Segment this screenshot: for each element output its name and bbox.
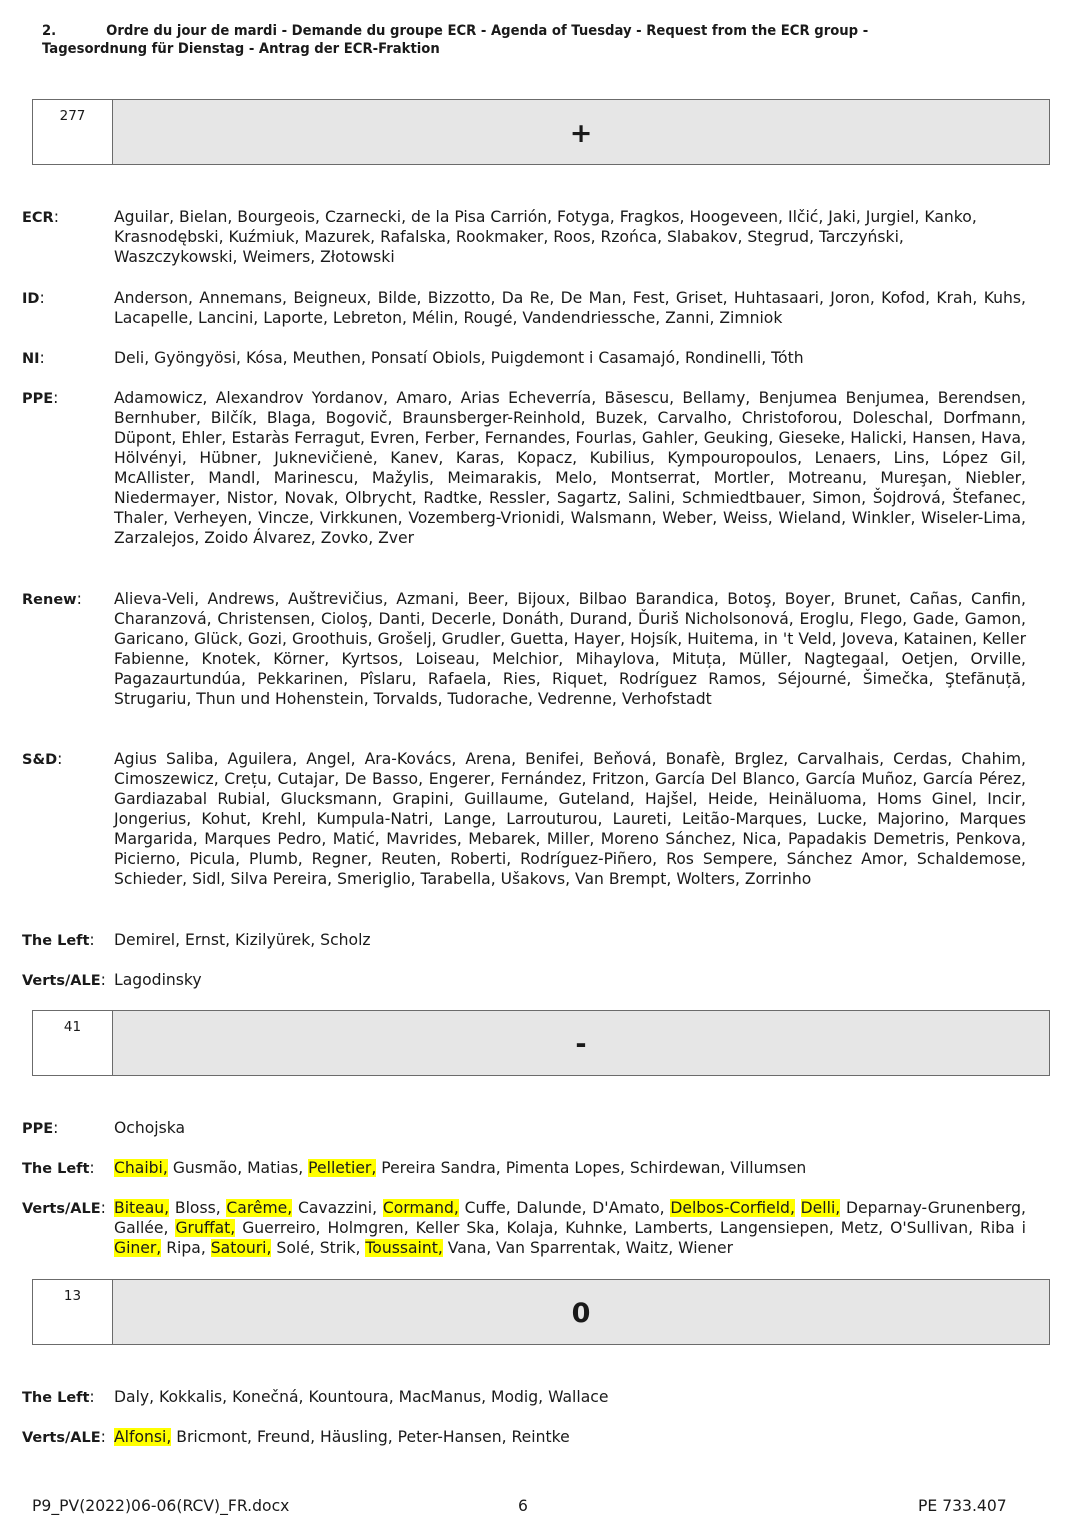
name-text: Ripa,	[161, 1239, 211, 1257]
group-label: NI	[22, 351, 40, 367]
group-label: The Left	[22, 1161, 90, 1177]
group-row: Renew: Alieva-Veli, Andrews, Auštrevičius, Azmani, Beer, Bijoux, Bilbao Barandica, Botoş, Boyer, Brunet, Cañas, Canfin, Charanzová, Christensen, Cioloş, Danti, Decerle, Donáth, Durand, Ďuriš Nicholsonová, Eroglu, Flego, Gade, Gamon, Garicano, Glück, Gozi, Groothuis, Grošelj, Grudler, Guetta, Hayer, Hojsík, Huitema, in 't Veld, Joveva, Katainen, Keller Fabienne, Knotek, Körner, Kyrtsos, Loiseau, Melchior, Mihaylova, Mituța, Müller, Nagtegaal, Oetjen, Orville, Pagazaurtundúa, Pekkarinen, Pîslaru, Rafaela, Ries, Riquet, Rodríguez Ramos, Séjourné, Šimečka, Ştefănuță, Strugariu, Thun und Hohenstein, Torvalds, Tudorache, Vedrenne, Verhofstadt	[22, 590, 1026, 708]
name-text: Cavazzini,	[292, 1199, 383, 1217]
group-names	[114, 1427, 1026, 1448]
group-names: Daly, Kokkalis, Konečná, Kountoura, MacManus, Modig, Wallace	[114, 1388, 609, 1406]
section-heading	[42, 22, 953, 58]
group-names: Aguilar, Bielan, Bourgeois, Czarnecki, de la Pisa Carrión, Fotyga, Fragkos, Hoogeveen, Ilčić, Jaki, Jurgiel, Kanko, Krasnodębski, Kuźmiuk, Mazurek, Rafalska, Rookmaker, Roos, Rzońca, Slabakov, Stegrud, Tarczyński, Waszczykowski, Weimers, Złotowski	[114, 208, 977, 266]
group-names: Agius Saliba, Aguilera, Angel, Ara-Kovács, Arena, Benifei, Beňová, Bonafè, Brglez, Carvalhais, Cerdas, Chahim, Cimoszewicz, Crețu, Cutajar, De Basso, Engerer, Fernández, Fritzon, García Del Blanco, García Muñoz, García Pérez, Gardiazabal Rubial, Glucksmann, Grapini, Guillaume, Guteland, Hajšel, Heide, Heinäluoma, Homs Ginel, Incir, Jongerius, Kohut, Krehl, Kumpula-Natri, Lange, Larrouturou, Laureti, Leitão-Marques, Lucke, Majorino, Marques Margarida, Marques Pedro, Matić, Mavrides, Mebarek, Miller, Moreno Sánchez, Nica, Papadakis Demetris, Penkova, Picierno, Picula, Plumb, Regner, Reuten, Roberti, Rodríguez-Piñero, Ros Sempere, Sánchez Amor, Schaldemose, Schieder, Sidl, Silva Pereira, Smeriglio, Tarabella, Ušakovs, Van Brempt, Wolters, Zorrinho	[114, 750, 1026, 888]
group-label: S&D	[22, 752, 58, 768]
highlighted-name: Delbos-Corfield,	[670, 1199, 795, 1217]
group-row: S&D: Agius Saliba, Aguilera, Angel, Ara-Kovács, Arena, Benifei, Beňová, Bonafè, Brglez, Carvalhais, Cerdas, Chahim, Cimoszewicz, Crețu, Cutajar, De Basso, Engerer, Fernández, Fritzon, García Del Blanco, García Muñoz, García Pérez, Gardiazabal Rubial, Glucksmann, Grapini, Guillaume, Guteland, Hajšel, Heide, Heinäluoma, Homs Ginel, Incir, Jongerius, Kohut, Krehl, Kumpula-Natri, Lange, Larrouturou, Laureti, Leitão-Marques, Lucke, Majorino, Marques Margarida, Marques Pedro, Matić, Mavrides, Mebarek, Miller, Moreno Sánchez, Nica, Papadakis Demetris, Penkova, Picierno, Picula, Plumb, Regner, Reuten, Roberti, Rodríguez-Piñero, Ros Sempere, Sánchez Amor, Schaldemose, Schieder, Sidl, Silva Pereira, Smeriglio, Tarabella, Ušakovs, Van Brempt, Wolters, Zorrinho	[22, 750, 1026, 888]
vote-box-abstention	[32, 1279, 1050, 1345]
name-text: Guerreiro, Holmgren, Keller Ska, Kolaja, Kuhnke, Lamberts, Langensiepen, Metz, O'Sullivan, Riba i	[235, 1219, 1027, 1237]
name-text: Cuffe, Dalunde, D'Amato,	[458, 1199, 671, 1217]
name-text: Gusmão, Matias,	[167, 1159, 309, 1177]
highlighted-name: Toussaint,	[365, 1239, 443, 1257]
group-label: PPE	[22, 1121, 54, 1137]
group-names	[114, 1158, 1026, 1179]
section-title: Ordre du jour de mardi - Demande du groupe ECR - Agenda of Tuesday - Request from the ECR group - Tagesordnung für Dienstag - Antrag der ECR-Fraktion	[42, 23, 869, 57]
highlighted-name: Satouri,	[210, 1239, 272, 1257]
group-names: Alieva-Veli, Andrews, Auštrevičius, Azmani, Beer, Bijoux, Bilbao Barandica, Botoş, Boyer, Brunet, Cañas, Canfin, Charanzová, Christensen, Cioloş, Danti, Decerle, Donáth, Durand, Ďuriš Nicholsonová, Eroglu, Flego, Gade, Gamon, Garicano, Glück, Gozi, Groothuis, Grošelj, Grudler, Guetta, Hayer, Hojsík, Huitema, in 't Veld, Joveva, Katainen, Keller Fabienne, Knotek, Körner, Kyrtsos, Loiseau, Melchior, Mihaylova, Mituța, Müller, Nagtegaal, Oetjen, Orville, Pagazaurtundúa, Pekkarinen, Pîslaru, Rafaela, Ries, Riquet, Rodríguez Ramos, Séjourné, Šimečka, Ştefănuță, Strugariu, Thun und Hohenstein, Torvalds, Tudorache, Vedrenne, Verhofstadt	[114, 590, 1026, 708]
group-row: The Left: Demirel, Ernst, Kizilyürek, Scholz	[22, 930, 1026, 951]
name-text: Solé, Strik,	[271, 1239, 366, 1257]
group-row: Verts/ALE: Lagodinsky	[22, 970, 1026, 991]
group-row: The Left: Daly, Kokkalis, Konečná, Kountoura, MacManus, Modig, Wallace	[22, 1387, 1026, 1408]
footer-filename: P9_PV(2022)06-06(RCV)_FR.docx	[32, 1497, 290, 1515]
vote-count: 41	[33, 1011, 113, 1075]
highlighted-name: Gruffat,	[175, 1219, 236, 1237]
group-label: The Left	[22, 933, 90, 949]
footer-reference: PE 733.407	[918, 1497, 1007, 1515]
group-names: Adamowicz, Alexandrov Yordanov, Amaro, Arias Echeverría, Băsescu, Bellamy, Benjumea Benjumea, Berendsen, Bernhuber, Bilčík, Blaga, Bogovič, Braunsberger-Reinhold, Buzek, Carvalho, Christoforou, Doleschal, Dorfmann, Düpont, Ehler, Estaràs Ferragut, Evren, Ferber, Fernandes, Fourlas, Gahler, Geuking, Gieseke, Halicki, Hansen, Hava, Hölvényi, Hübner, Juknevičienė, Kanev, Karas, Kopacz, Kubilius, Kympouropoulos, Lenaers, Lins, López Gil, McAllister, Mandl, Marinescu, Mažylis, Meimarakis, Melo, Montserrat, Mortler, Motreanu, Mureşan, Niebler, Niedermayer, Nistor, Novak, Olbrycht, Radtke, Ressler, Sagartz, Salini, Schmiedtbauer, Simon, Šojdrová, Štefanec, Thaler, Verheyen, Vincze, Virkkunen, Vozemberg-Vrionidi, Walsmann, Weber, Weiss, Wieland, Winkler, Wiseler-Lima, Zarzalejos, Zoido Álvarez, Zovko, Zver	[114, 389, 1026, 547]
name-text: Deparnay-Grunenberg, Gallée,	[114, 1199, 1026, 1237]
highlighted-name: Giner,	[114, 1239, 162, 1257]
name-text	[795, 1199, 801, 1217]
name-text: Pereira Sandra, Pimenta Lopes, Schirdewan, Villumsen	[376, 1159, 807, 1177]
group-label: ECR	[22, 210, 54, 226]
highlighted-name: Biteau,	[114, 1199, 170, 1217]
group-label: Verts/ALE	[22, 1430, 101, 1446]
highlighted-name: Chaibi,	[114, 1159, 168, 1177]
vote-symbol: -	[113, 1011, 1049, 1075]
name-text: Bricmont, Freund, Häusling, Peter-Hansen, Reintke	[171, 1428, 570, 1446]
name-text: Bloss,	[169, 1199, 227, 1217]
highlighted-name: Carême,	[226, 1199, 293, 1217]
group-names: Deli, Gyöngyösi, Kósa, Meuthen, Ponsatí Obiols, Puigdemont i Casamajó, Rondinelli, Tóth	[114, 349, 804, 367]
group-row: ECR: Aguilar, Bielan, Bourgeois, Czarnecki, de la Pisa Carrión, Fotyga, Fragkos, Hoogeveen, Ilčić, Jaki, Jurgiel, Kanko, Krasnodębski, Kuźmiuk, Mazurek, Rafalska, Rookmaker, Roos, Rzońca, Slabakov, Stegrud, Tarczyński, Waszczykowski, Weimers, Złotowski	[22, 207, 1026, 267]
group-label: Verts/ALE	[22, 973, 101, 989]
group-label: Verts/ALE	[22, 1201, 101, 1217]
group-row: Verts/ALE: Alfonsi, Bricmont, Freund, Häusling, Peter-Hansen, Reintke	[22, 1427, 1026, 1448]
group-label: ID	[22, 291, 40, 307]
group-names: Demirel, Ernst, Kizilyürek, Scholz	[114, 931, 371, 949]
vote-count: 277	[33, 100, 113, 164]
group-row: PPE: Adamowicz, Alexandrov Yordanov, Amaro, Arias Echeverría, Băsescu, Bellamy, Benjumea Benjumea, Berendsen, Bernhuber, Bilčík, Blaga, Bogovič, Braunsberger-Reinhold, Buzek, Carvalho, Christoforou, Doleschal, Dorfmann, Düpont, Ehler, Estaràs Ferragut, Evren, Ferber, Fernandes, Fourlas, Gahler, Geuking, Gieseke, Halicki, Hansen, Hava, Hölvényi, Hübner, Juknevičienė, Kanev, Karas, Kopacz, Kubilius, Kympouropoulos, Lenaers, Lins, López Gil, McAllister, Mandl, Marinescu, Mažylis, Meimarakis, Melo, Montserrat, Mortler, Motreanu, Mureşan, Niebler, Niedermayer, Nistor, Novak, Olbrycht, Radtke, Ressler, Sagartz, Salini, Schmiedtbauer, Simon, Šojdrová, Štefanec, Thaler, Verheyen, Vincze, Virkkunen, Vozemberg-Vrionidi, Walsmann, Weber, Weiss, Wieland, Winkler, Wiseler-Lima, Zarzalejos, Zoido Álvarez, Zovko, Zver	[22, 389, 1026, 547]
group-names: Anderson, Annemans, Beigneux, Bilde, Bizzotto, Da Re, De Man, Fest, Griset, Huhtasaari, Joron, Kofod, Krah, Kuhs, Lacapelle, Lancini, Laporte, Lebreton, Mélin, Rougé, Vandendriessche, Zanni, Zimniok	[114, 289, 1026, 327]
vote-box-for	[32, 99, 1050, 165]
vote-symbol: +	[113, 100, 1049, 164]
highlighted-name: Delli,	[800, 1199, 841, 1217]
group-label: PPE	[22, 391, 54, 407]
highlighted-name: Cormand,	[382, 1199, 459, 1217]
name-text: Vana, Van Sparrentak, Waitz, Wiener	[442, 1239, 734, 1257]
group-label: The Left	[22, 1390, 90, 1406]
vote-box-against	[32, 1010, 1050, 1076]
group-names	[114, 1198, 1026, 1258]
highlighted-name: Alfonsi,	[114, 1428, 172, 1446]
group-row: NI: Deli, Gyöngyösi, Kósa, Meuthen, Ponsatí Obiols, Puigdemont i Casamajó, Rondinelli, Tóth	[22, 348, 1026, 369]
footer-page-number: 6	[518, 1497, 528, 1515]
group-row: The Left: Chaibi, Gusmão, Matias, Pelletier, Pereira Sandra, Pimenta Lopes, Schirdewan, Villumsen	[22, 1158, 1026, 1179]
group-row: ID: Anderson, Annemans, Beigneux, Bilde, Bizzotto, Da Re, De Man, Fest, Griset, Huhtasaari, Joron, Kofod, Krah, Kuhs, Lacapelle, Lancini, Laporte, Lebreton, Mélin, Rougé, Vandendriessche, Zanni, Zimniok	[22, 289, 1026, 327]
section-number: 2.	[42, 23, 57, 39]
group-row: PPE: Ochojska	[22, 1118, 1026, 1139]
group-row: Verts/ALE: Biteau, Bloss, Carême, Cavazzini, Cormand, Cuffe, Dalunde, D'Amato, Delbos-Corfield, Delli, Deparnay-Grunenberg, Gallée, Gruffat, Guerreiro, Holmgren, Keller Ska, Kolaja, Kuhnke, Lamberts, Langensiepen, Metz, O'Sullivan, Riba i Giner, Ripa, Satouri, Solé, Strik, Toussaint, Vana, Van Sparrentak, Waitz, Wiener	[22, 1199, 1027, 1257]
vote-symbol: 0	[113, 1280, 1049, 1344]
group-label: Renew	[22, 592, 77, 608]
group-names: Lagodinsky	[114, 971, 202, 989]
highlighted-name: Pelletier,	[308, 1159, 377, 1177]
vote-count: 13	[33, 1280, 113, 1344]
group-names: Ochojska	[114, 1119, 186, 1137]
